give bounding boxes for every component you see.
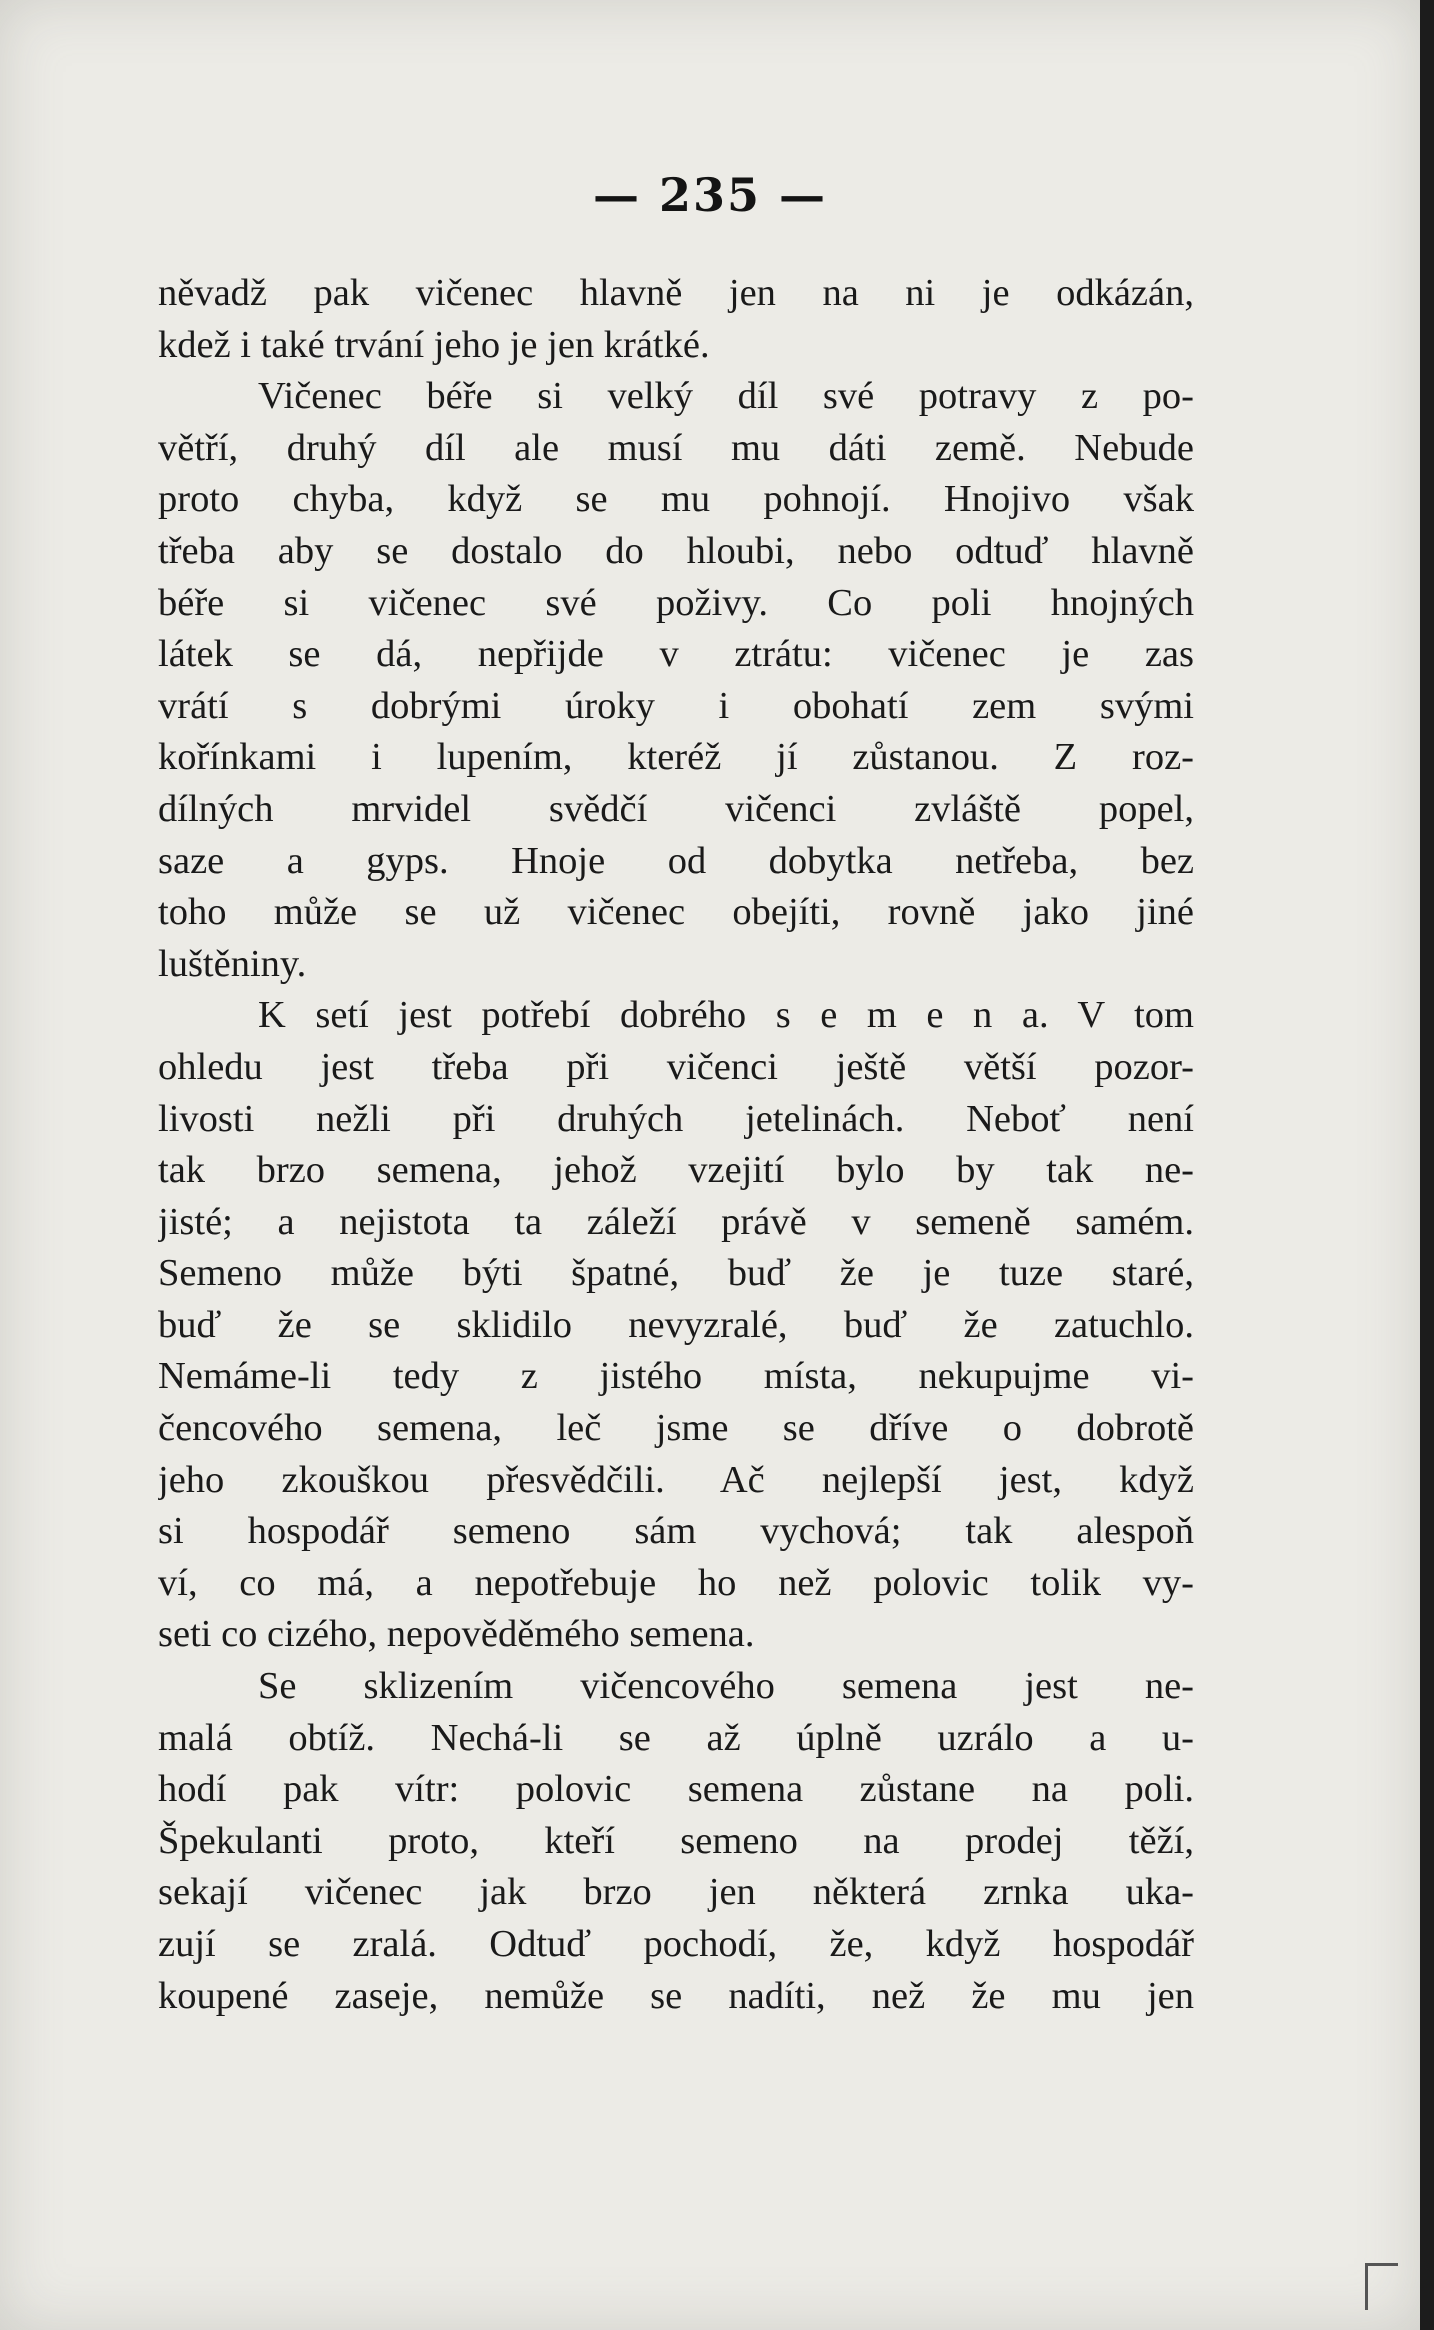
text-line: K setí jest potřebí dobrého s e m e n a. V tom [258, 994, 1194, 1037]
text-line: větří, druhý díl ale musí mu dáti země. Nebude [158, 426, 1194, 469]
text-line: livosti nežli při druhých jetelinách. Neboť není [158, 1097, 1194, 1140]
text-line: kdež i také trvání jeho je jen krátké. [158, 323, 710, 366]
text-line: seti co cizého, nepověděmého semena. [158, 1613, 755, 1656]
text-line: kořínkami i lupením, kteréž jí zůstanou. Z roz- [158, 736, 1194, 779]
text-line: hodí pak vítr: polovic semena zůstane na poli. [158, 1768, 1194, 1811]
text-line: Se sklizením vičencového semena jest ne- [258, 1665, 1194, 1708]
text-line: saze a gyps. Hnoje od dobytka netřeba, bez [158, 839, 1194, 882]
text-line: tak brzo semena, jehož vzejití bylo by tak ne- [158, 1149, 1194, 1192]
text-line: něvadž pak vičenec hlavně jen na ni je odkázán, [158, 272, 1194, 314]
page-number: — 235 — [592, 168, 828, 222]
text-line: Semeno může býti špatné, buď že je tuze staré, [158, 1252, 1194, 1295]
text-line: béře si vičenec své poživy. Co poli hnojných [158, 581, 1194, 624]
text-line: čencového semena, leč jsme se dříve o dobrotě [158, 1407, 1194, 1450]
page-corner-mark [1365, 2263, 1398, 2310]
text-line: ohledu jest třeba při vičenci ještě větší pozor- [158, 1045, 1194, 1088]
text-line: jisté; a nejistota ta záleží právě v semeně samém. [158, 1200, 1194, 1243]
text-line: luštěniny. [158, 942, 307, 985]
text-line: dílných mrvidel svědčí vičenci zvláště popel, [158, 787, 1194, 830]
text-line: proto chyba, když se mu pohnojí. Hnojivo však [158, 478, 1194, 521]
text-line: sekají vičenec jak brzo jen některá zrnka uka- [158, 1871, 1194, 1914]
scan-edge [1420, 0, 1434, 2330]
text-line: látek se dá, nepřijde v ztrátu: vičenec je zas [158, 633, 1194, 676]
text-line: malá obtíž. Nechá-li se až úplně uzrálo a u- [158, 1716, 1194, 1759]
text-line: jeho zkouškou přesvědčili. Ač nejlepší jest, když [158, 1458, 1194, 1501]
text-line: Vičenec béře si velký díl své potravy z po- [258, 375, 1194, 418]
text-line: koupené zaseje, nemůže se nadíti, než že mu jen [158, 1974, 1194, 2017]
text-line: třeba aby se dostalo do hloubi, nebo odtuď hlavně [158, 529, 1194, 572]
text-line: Špekulanti proto, kteří semeno na prodej těží, [158, 1819, 1194, 1862]
text-line: toho může se už vičenec obejíti, rovně jako jiné [158, 891, 1194, 934]
text-line: ví, co má, a nepotřebuje ho než polovic tolik vy- [158, 1561, 1194, 1604]
text-line: buď že se sklidilo nevyzralé, buď že zatuchlo. [158, 1303, 1194, 1346]
body-text [158, 268, 1194, 2022]
text-line: vrátí s dobrými úroky i obohatí zem svými [158, 684, 1194, 727]
text-line: Nemáme-li tedy z jistého místa, nekupujme vi- [158, 1355, 1194, 1398]
text-line: zují se zralá. Odtuď pochodí, že, když hospodář [158, 1923, 1194, 1965]
text-line: si hospodář semeno sám vychová; tak alespoň [158, 1510, 1194, 1553]
